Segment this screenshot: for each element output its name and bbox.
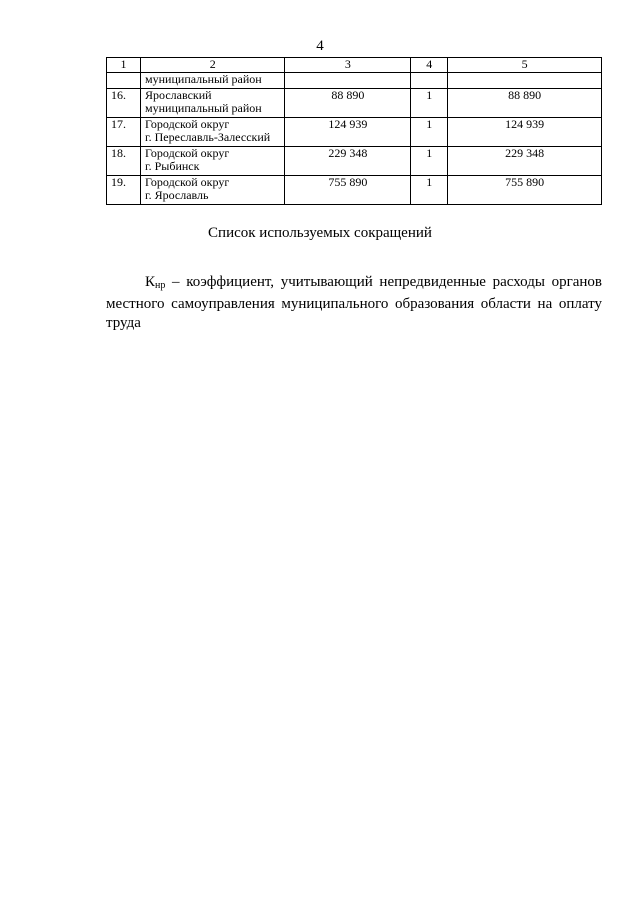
row-number: 16. — [107, 89, 141, 118]
cell-col4: 1 — [411, 147, 448, 176]
cell-col5 — [448, 73, 602, 89]
name-line-2: муниципальный район — [145, 101, 262, 115]
row-number — [107, 73, 141, 89]
cell-col5: 229 348 — [448, 147, 602, 176]
header-cell-4: 4 — [411, 58, 448, 73]
abbreviation-subscript: нр — [155, 280, 166, 291]
municipality-name — [141, 118, 285, 147]
cell-col3: 755 890 — [285, 176, 411, 205]
name-line-2: г. Переславль-Залесский — [145, 130, 271, 144]
table-header-row — [107, 58, 602, 73]
cell-col5: 88 890 — [448, 89, 602, 118]
row-number: 17. — [107, 118, 141, 147]
name-line-1: Городской округ — [145, 175, 230, 189]
table-row — [107, 147, 602, 176]
cell-col4 — [411, 73, 448, 89]
municipality-name — [141, 73, 285, 89]
name-line-2: г. Ярославль — [145, 188, 209, 202]
cell-col4: 1 — [411, 118, 448, 147]
abbreviation-symbol: К — [145, 274, 156, 290]
municipality-name — [141, 147, 285, 176]
row-number: 19. — [107, 176, 141, 205]
cell-col4: 1 — [411, 176, 448, 205]
cell-col3: 124 939 — [285, 118, 411, 147]
name-line-1: Городской округ — [145, 117, 230, 131]
cell-col3 — [285, 73, 411, 89]
row-number: 18. — [107, 147, 141, 176]
header-cell-2: 2 — [141, 58, 285, 73]
header-cell-1: 1 — [107, 58, 141, 73]
cell-col3: 229 348 — [285, 147, 411, 176]
name-line-1: Городской округ — [145, 146, 230, 160]
cell-col5: 755 890 — [448, 176, 602, 205]
name-line-2: г. Рыбинск — [145, 159, 200, 173]
table-row — [107, 89, 602, 118]
abbreviation-definition — [106, 273, 602, 333]
abbreviations-heading: Список используемых сокращений — [208, 225, 432, 241]
name-line-1: муниципальный район — [145, 72, 262, 86]
cell-col5: 124 939 — [448, 118, 602, 147]
table-row — [107, 176, 602, 205]
page-number: 4 — [316, 38, 324, 54]
table-row — [107, 73, 602, 89]
abbreviation-text: – коэффициент, учитывающий непредвиденные расходы органов местного самоуправления муниципального образования области на оплату труда — [106, 274, 602, 331]
cell-col4: 1 — [411, 89, 448, 118]
table-row — [107, 118, 602, 147]
municipality-name — [141, 89, 285, 118]
cell-col3: 88 890 — [285, 89, 411, 118]
header-cell-5: 5 — [448, 58, 602, 73]
municipality-name — [141, 176, 285, 205]
data-table — [106, 57, 602, 205]
header-cell-3: 3 — [285, 58, 411, 73]
name-line-1: Ярославский — [145, 88, 212, 102]
